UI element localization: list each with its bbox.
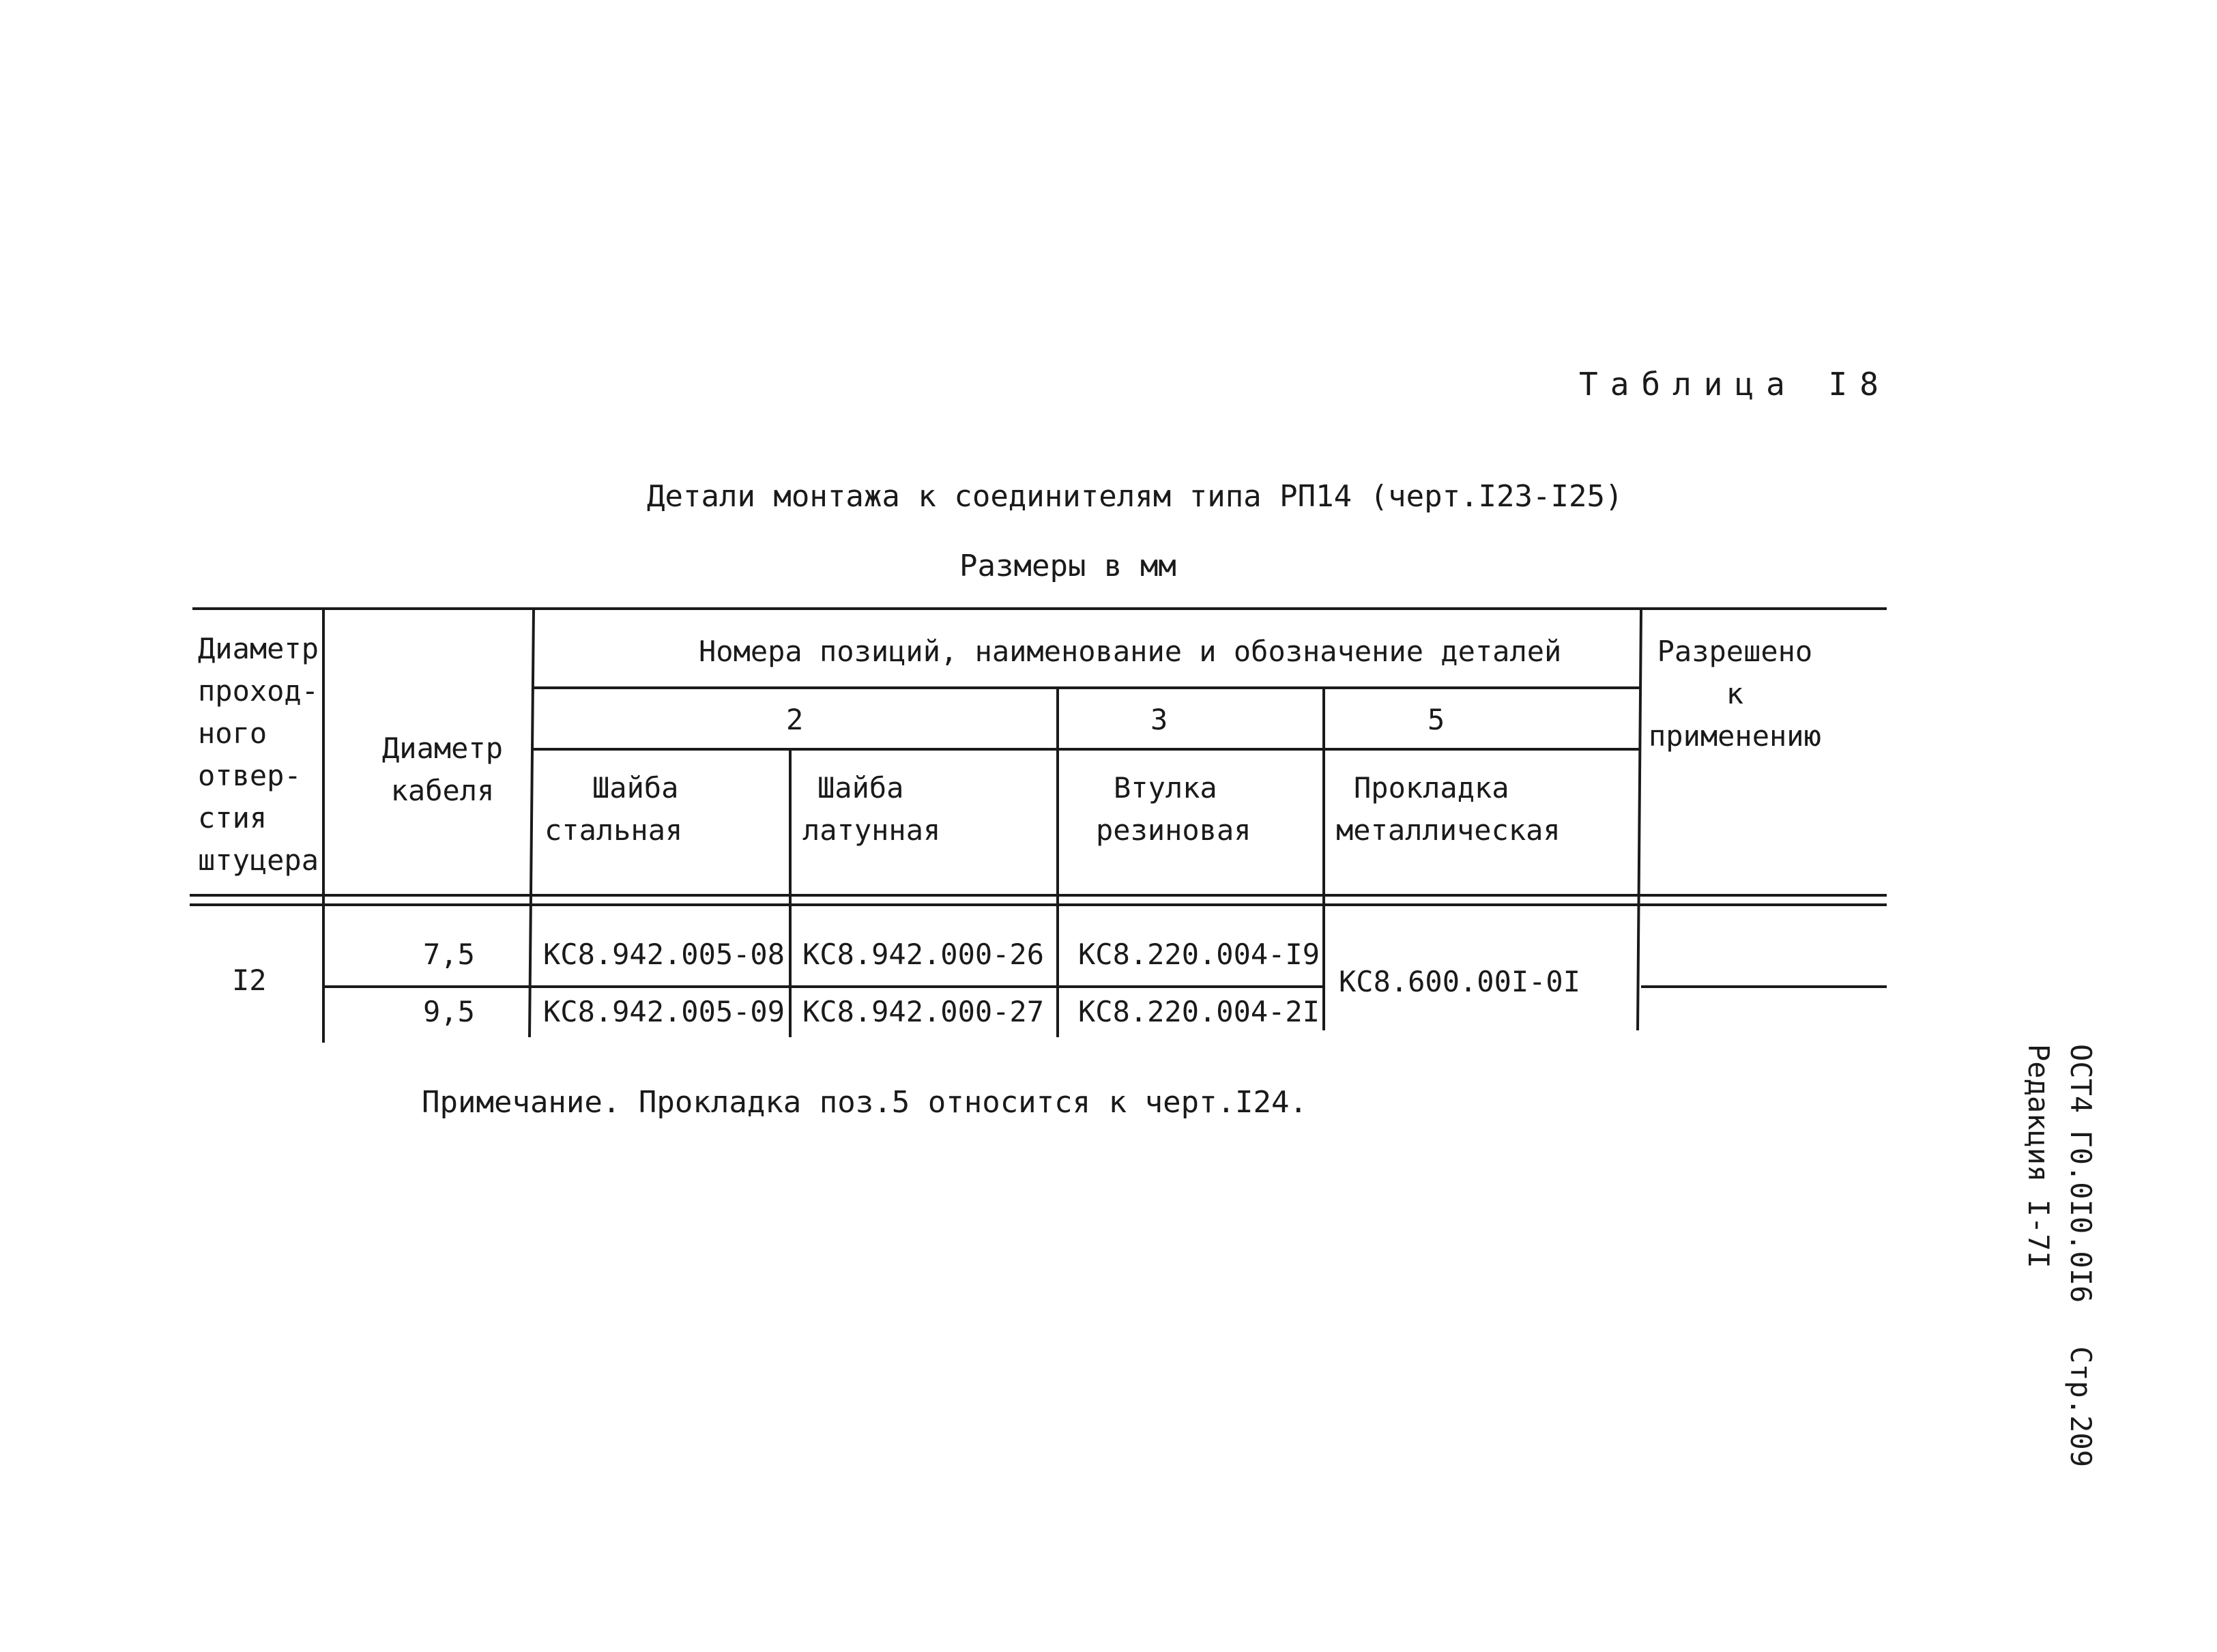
side-stamp-row-bottom bbox=[2017, 1044, 2059, 1467]
cell-hole-value: I2 bbox=[232, 963, 267, 997]
units-caption: Размеры в мм bbox=[959, 549, 1176, 583]
header-part-line: металлическая bbox=[1336, 813, 1561, 847]
header-allowed-line: применению bbox=[1649, 719, 1821, 753]
side-stamp-row-top bbox=[2059, 1044, 2102, 1467]
cell-rubber-sleeve-1: КС8.220.004-I9 bbox=[1078, 938, 1320, 971]
cell-brass-washer-2: КС8.942.000-27 bbox=[802, 995, 1045, 1028]
cell-gasket: КС8.600.00I-0I bbox=[1339, 965, 1581, 998]
cell-rubber-sleeve-2: КС8.220.004-2I bbox=[1078, 995, 1320, 1028]
table-note: Примечание. Прокладка поз.5 относится к черт.I24. bbox=[422, 1085, 1308, 1120]
document-title: Детали монтажа к соединителям типа РП14 (черт.I23-I25) bbox=[647, 479, 1623, 514]
doc-number: ОСТ4 Г0.0I0.0I6 bbox=[2064, 1044, 2098, 1303]
header-part-line: латунная bbox=[802, 813, 941, 847]
page-number: Стр.209 bbox=[2064, 1346, 2098, 1467]
header-hole-line: штуцера bbox=[198, 843, 319, 877]
header-part-line: Втулка bbox=[1114, 771, 1217, 805]
header-hole-line: отвер- bbox=[198, 759, 302, 792]
side-stamp bbox=[2020, 1044, 2102, 1467]
header-allowed-line: Разрешено bbox=[1657, 635, 1813, 668]
header-metal-gasket bbox=[1336, 767, 1561, 852]
header-hole-line: Диаметр bbox=[198, 632, 319, 665]
header-part-line: стальная bbox=[545, 813, 683, 847]
header-brass-washer bbox=[802, 767, 940, 852]
header-hole-line: стия bbox=[198, 801, 267, 835]
header-part-line: Шайба bbox=[817, 771, 904, 805]
edition: Редакция I-7I bbox=[2022, 1044, 2055, 1269]
header-hole-line: ного bbox=[198, 716, 267, 750]
header-cable-diameter bbox=[382, 727, 503, 812]
header-cable-line: Диаметр bbox=[382, 731, 504, 765]
header-part-line: резиновая bbox=[1096, 813, 1251, 847]
header-steel-washer bbox=[545, 767, 682, 852]
cell-steel-washer-1: КС8.942.005-08 bbox=[543, 938, 785, 971]
cell-cable-1: 7,5 bbox=[423, 938, 475, 971]
cell-brass-washer-1: КС8.942.000-26 bbox=[802, 938, 1045, 971]
table-label: Таблица I8 bbox=[1579, 366, 1891, 403]
header-rubber-sleeve bbox=[1096, 767, 1251, 852]
header-hole-line: проход- bbox=[198, 674, 319, 708]
header-allowed bbox=[1649, 631, 1821, 757]
header-hole-diameter bbox=[198, 628, 319, 882]
cell-cable-2: 9,5 bbox=[423, 995, 475, 1028]
header-position-5: 5 bbox=[1428, 703, 1445, 736]
header-allowed-line: к bbox=[1726, 677, 1744, 710]
header-part-line: Шайба bbox=[592, 771, 679, 805]
header-group: Номера позиций, наименование и обозначение деталей bbox=[699, 635, 1562, 668]
header-position-2: 2 bbox=[786, 703, 804, 736]
header-position-3: 3 bbox=[1150, 703, 1168, 736]
header-cable-line: кабеля bbox=[390, 774, 495, 807]
header-part-line: Прокладка bbox=[1354, 771, 1509, 805]
cell-steel-washer-2: КС8.942.005-09 bbox=[543, 995, 785, 1028]
